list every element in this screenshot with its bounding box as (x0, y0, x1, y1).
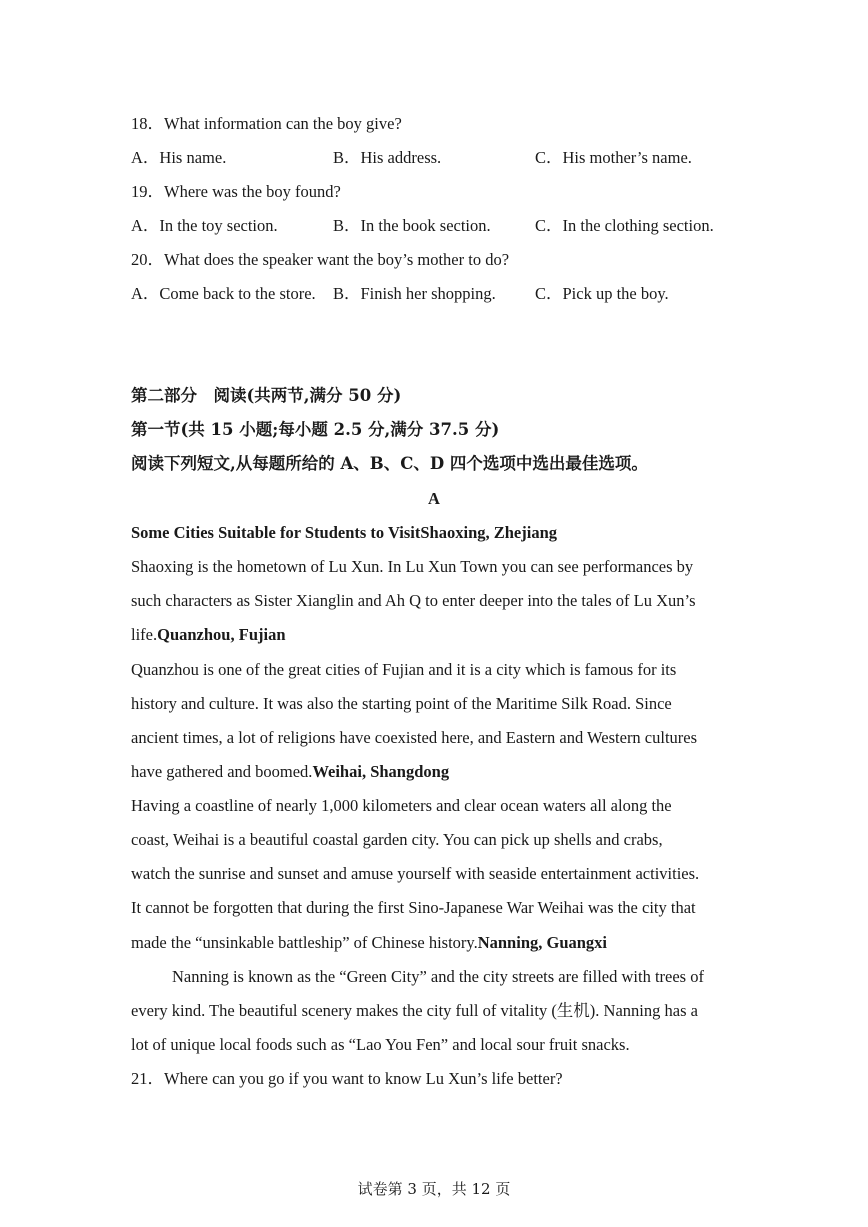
question-20-option-a: A．Come back to the store. (131, 284, 316, 303)
question-18-stem: 18．What information can the boy give? (131, 114, 402, 133)
passage-line: ancient times, a lot of religions have coexisted here, and Eastern and Western cultures (131, 728, 698, 747)
passage-line: It cannot be forgotten that during the first Sino-Japanese War Weihai was the city that (131, 898, 696, 917)
passage-line: watch the sunrise and sunset and amuse yourself with seaside entertainment activities. (131, 864, 700, 883)
passage-line: coast, Weihai is a beautiful coastal garden city. You can pick up shells and crabs, (131, 830, 663, 849)
passage-line: Shaoxing is the hometown of Lu Xun. In Lu Xun Town you can see performances by (131, 557, 694, 576)
section-one-heading: 第一节(共 15 小题;每小题 2.5 分,满分 37.5 分) (131, 420, 500, 439)
question-20-option-b: B．Finish her shopping. (333, 284, 496, 303)
passage-line (131, 762, 449, 782)
question-19-stem: 19．Where was the boy found? (131, 182, 341, 201)
question-18-option-c: C．His mother’s name. (535, 148, 692, 167)
question-18-option-b: B．His address. (333, 148, 442, 167)
passage-line (131, 625, 286, 645)
passage-title: Some Cities Suitable for Students to VisitShaoxing, Zhejiang (131, 523, 558, 542)
question-20-stem: 20．What does the speaker want the boy’s mother to do? (131, 250, 510, 269)
passage-letter: A (428, 489, 440, 508)
city-heading-weihai: Weihai, Shangdong (312, 762, 450, 781)
city-heading-quanzhou: Quanzhou, Fujian (157, 625, 286, 644)
passage-line: history and culture. It was also the starting point of the Maritime Silk Road. Since (131, 694, 672, 713)
passage-text: have gathered and boomed. (131, 762, 313, 781)
question-21-stem: 21．Where can you go if you want to know Lu Xun’s life better? (131, 1069, 563, 1088)
passage-line: such characters as Sister Xianglin and Ah Q to enter deeper into the tales of Lu Xun’s (131, 591, 696, 610)
question-19-option-a: A．In the toy section. (131, 216, 278, 235)
city-heading-nanning: Nanning, Guangxi (477, 933, 608, 952)
question-19-option-b: B．In the book section. (333, 216, 491, 235)
passage-line: every kind. The beautiful scenery makes the city full of vitality (生机). Nanning has a (131, 1001, 698, 1020)
passage-line (131, 933, 607, 953)
passage-text: life. (131, 625, 158, 644)
question-18-option-a: A．His name. (131, 148, 227, 167)
reading-instruction: 阅读下列短文,从每题所给的 A、B、C、D 四个选项中选出最佳选项。 (131, 454, 648, 473)
page-footer: 试卷第 3 页，共 12 页 (357, 1180, 511, 1198)
passage-text: made the “unsinkable battleship” of Chinese history. (131, 933, 478, 952)
passage-line: Having a coastline of nearly 1,000 kilometers and clear ocean waters all along the (131, 796, 672, 815)
part-two-heading: 第二部分 阅读(共两节,满分 50 分) (131, 386, 402, 405)
question-19-option-c: C．In the clothing section. (535, 216, 714, 235)
passage-line: Quanzhou is one of the great cities of Fujian and it is a city which is famous for its (131, 660, 677, 679)
question-20-option-c: C．Pick up the boy. (535, 284, 669, 303)
passage-line: Nanning is known as the “Green City” and the city streets are filled with trees of (172, 967, 704, 986)
passage-line: lot of unique local foods such as “Lao You Fen” and local sour fruit snacks. (131, 1035, 630, 1054)
